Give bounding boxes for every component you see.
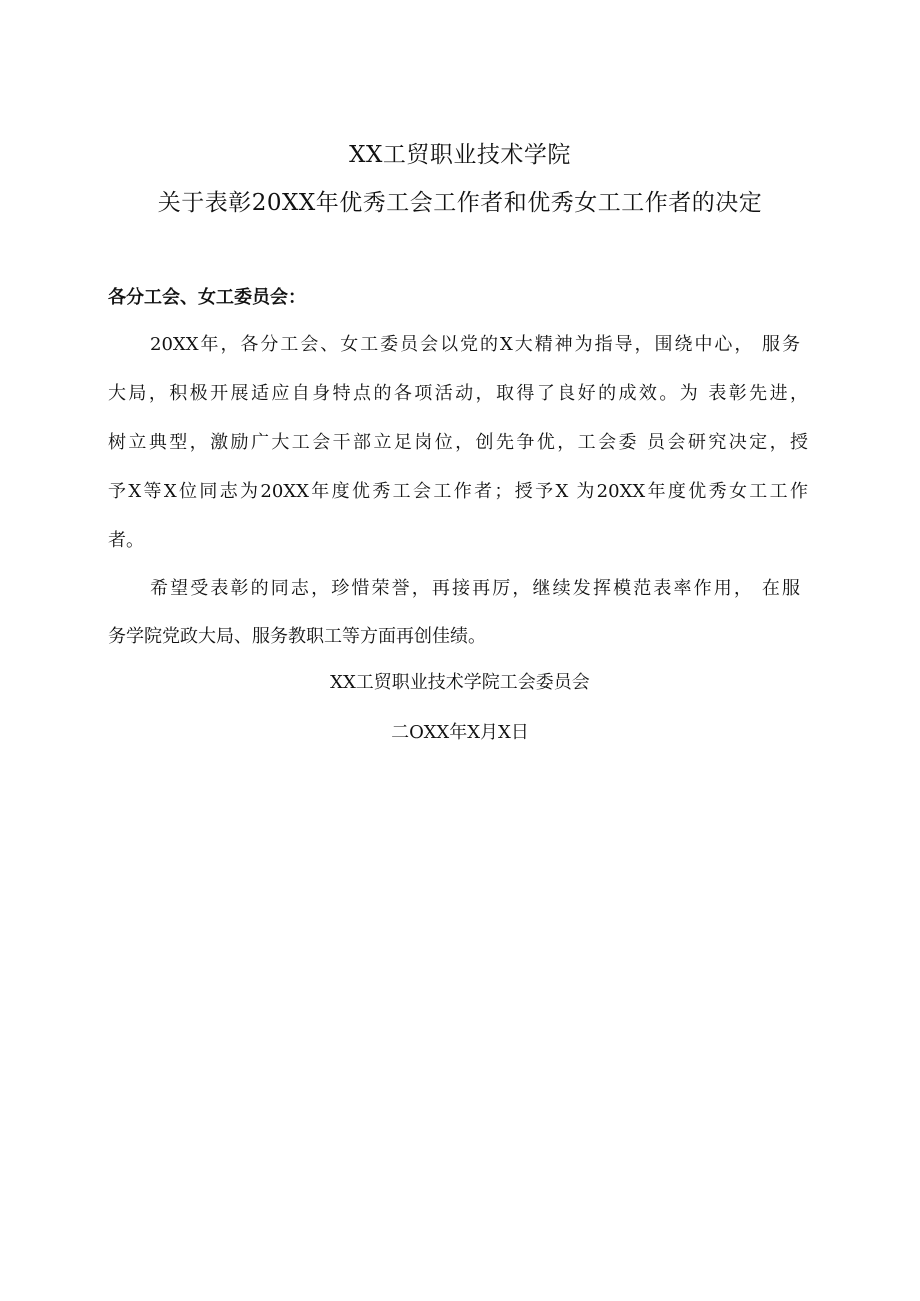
paragraph-1-line-2: 大局，积极开展适应自身特点的各项活动，取得了良好的成效。为 表彰先进， (108, 383, 808, 404)
paragraph-1-line-3: 树立典型，激励广大工会干部立足岗位，创先争优，工会委 员会研究决定，授 (108, 432, 808, 453)
paragraph-2-line-2: 务学院党政大局、服务教职工等方面再创佳绩。 (108, 626, 486, 647)
salutation: 各分工会、女工委员会： (108, 287, 306, 308)
paragraph-1-line-1: 20XX年，各分工会、女工委员会以党的X大精神为指导，围绕中心， 服务 (150, 334, 800, 355)
signer-organization: XX工贸职业技术学院工会委员会 (330, 672, 590, 693)
document-title-line-1: XX工贸职业技术学院 (349, 142, 571, 168)
paragraph-1-line-4: 予X等X位同志为20XX年度优秀工会工作者；授予X 为20XX年度优秀女工工作 (108, 481, 808, 502)
document-title-line-2: 关于表彰20XX年优秀工会工作者和优秀女工工作者的决定 (157, 190, 763, 216)
paragraph-1-line-5: 者。 (108, 530, 144, 551)
signer-date: 二OXX年X月X日 (391, 722, 529, 743)
paragraph-2-line-1: 希望受表彰的同志，珍惜荣誉，再接再厉，继续发挥模范表率作用， 在服 (150, 578, 800, 599)
